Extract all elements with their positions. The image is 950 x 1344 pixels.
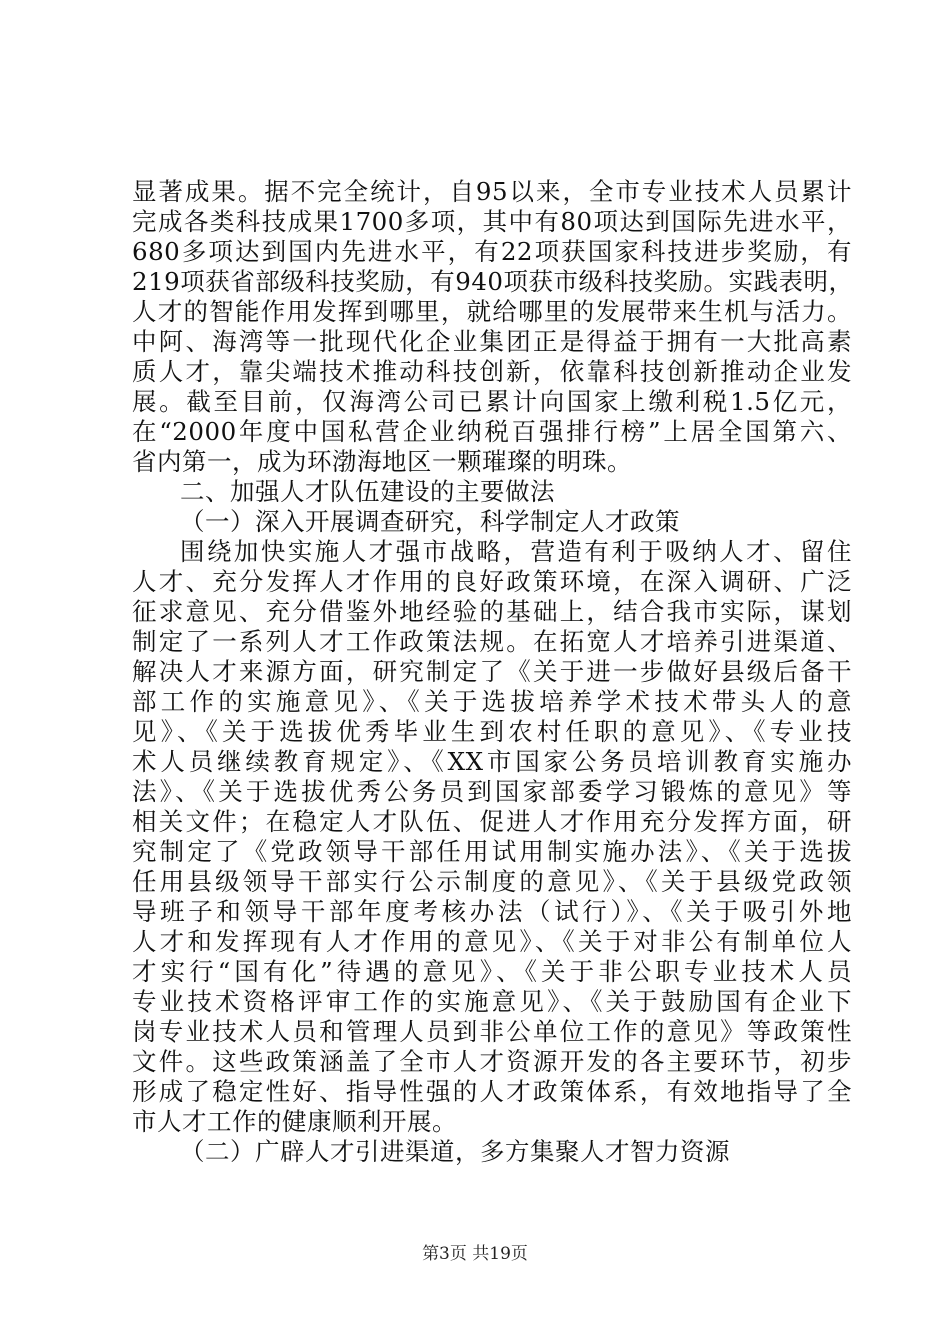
body-line-1: 显著成果。据不完全统计，自95以来，全市专业技术人员累计: [132, 177, 852, 206]
body-line-16: 制定了一系列人才工作政策法规。在拓宽人才培养引进渠道、: [132, 627, 852, 656]
body-line-29: 岗专业技术人员和管理人员到非公单位工作的意见》等政策性: [132, 1017, 852, 1046]
body-line-3: 680多项达到国内先进水平，有22项获国家科技进步奖励，有: [132, 237, 852, 266]
body-line-19: 见》、《关于选拔优秀毕业生到农村任职的意见》、《专业技: [132, 717, 852, 746]
body-line-22: 相关文件；在稳定人才队伍、促进人才作用充分发挥方面，研: [132, 807, 852, 836]
subsection-heading-1: （一）深入开展调查研究，科学制定人才政策: [180, 507, 680, 536]
body-line-7: 质人才，靠尖端技术推动科技创新，依靠科技创新推动企业发: [132, 357, 852, 386]
body-line-6: 中阿、海湾等一批现代化企业集团正是得益于拥有一大批高素: [132, 327, 852, 356]
body-line-9: 在“2000年度中国私营企业纳税百强排行榜”上居全国第六、: [132, 417, 852, 446]
body-line-20: 术人员继续教育规定》、《XX市国家公务员培训教育实施办: [132, 747, 852, 776]
section-heading: 二、加强人才队伍建设的主要做法: [180, 477, 555, 506]
body-line-10: 省内第一，成为环渤海地区一颗璀璨的明珠。: [132, 447, 632, 476]
body-line-28: 专业技术资格评审工作的实施意见》、《关于鼓励国有企业下: [132, 987, 852, 1016]
body-line-8: 展。截至目前，仅海湾公司已累计向国家上缴利税1.5亿元，: [132, 387, 852, 416]
body-line-25: 导班子和领导干部年度考核办法（试行）》、《关于吸引外地: [132, 897, 852, 926]
body-line-31: 形成了稳定性好、指导性强的人才政策体系，有效地指导了全: [132, 1077, 852, 1106]
body-line-17: 解决人才来源方面，研究制定了《关于进一步做好县级后备干: [132, 657, 852, 686]
body-line-26: 人才和发挥现有人才作用的意见》、《关于对非公有制单位人: [132, 927, 852, 956]
body-line-30: 文件。这些政策涵盖了全市人才资源开发的各主要环节，初步: [132, 1047, 852, 1076]
body-line-14: 人才、充分发挥人才作用的良好政策环境，在深入调研、广泛: [132, 567, 852, 596]
body-line-15: 征求意见、充分借鉴外地经验的基础上，结合我市实际，谋划: [132, 597, 852, 626]
body-line-32: 市人才工作的健康顺利开展。: [132, 1107, 457, 1136]
body-line-21: 法》、《关于选拔优秀公务员到国家部委学习锻炼的意见》等: [132, 777, 852, 806]
subsection-heading-2: （二）广辟人才引进渠道，多方集聚人才智力资源: [180, 1137, 730, 1166]
page-number-footer: 第3页 共19页: [422, 1244, 528, 1264]
body-line-27: 才实行“国有化”待遇的意见》、《关于非公职专业技术人员: [132, 957, 852, 986]
body-line-4: 219项获省部级科技奖励，有940项获市级科技奖励。实践表明，: [132, 267, 854, 296]
body-line-13: 围绕加快实施人才强市战略，营造有利于吸纳人才、留住: [180, 537, 852, 566]
document-body: [132, 177, 852, 1167]
body-line-5: 人才的智能作用发挥到哪里，就给哪里的发展带来生机与活力。: [132, 297, 852, 326]
body-line-2: 完成各类科技成果1700多项，其中有80项达到国际先进水平，: [132, 207, 852, 236]
body-line-24: 任用县级领导干部实行公示制度的意见》、《关于县级党政领: [132, 867, 852, 896]
body-line-18: 部工作的实施意见》、《关于选拔培养学术技术带头人的意: [132, 687, 852, 716]
body-line-23: 究制定了《党政领导干部任用试用制实施办法》、《关于选拔: [132, 837, 852, 866]
